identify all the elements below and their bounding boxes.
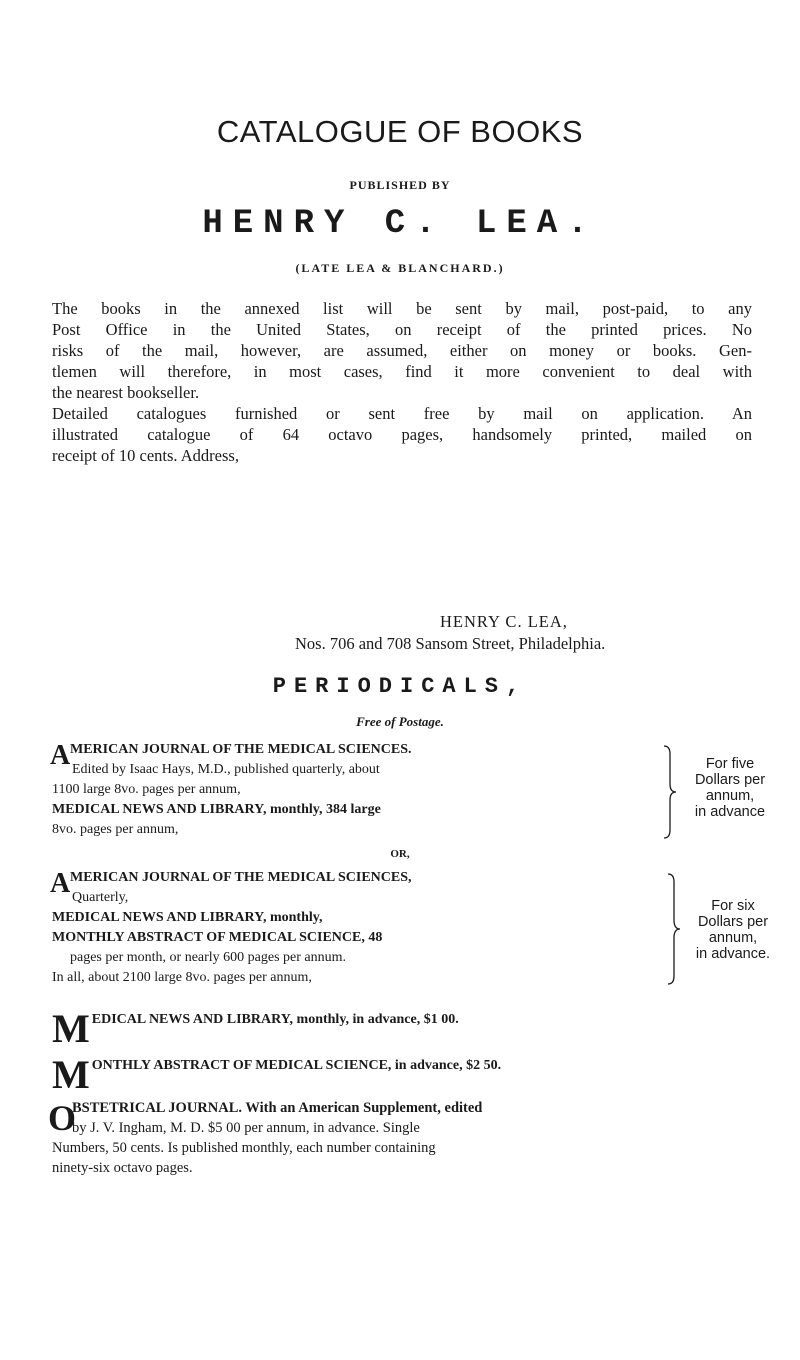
entry3-line: Numbers, 50 cents. Is published monthly, each number containing bbox=[52, 1140, 436, 1156]
intro-p2-line: illustrated catalogue of 64 octavo pages, handsomely printed, mailed on bbox=[52, 425, 752, 444]
or-separator: OR, bbox=[390, 848, 410, 860]
group1-price-line: annum, bbox=[705, 788, 755, 804]
intro-p2-line: Detailed catalogues furnished or sent free by mail on application. An bbox=[52, 404, 752, 423]
entry-text: ONTHLY ABSTRACT OF MEDICAL SCIENCE, in advance, $2 50. bbox=[91, 1058, 502, 1073]
group2-price-line: For six bbox=[711, 898, 755, 914]
group2-line: MONTHLY ABSTRACT OF MEDICAL SCIENCE, 48 bbox=[52, 930, 383, 945]
group1-brace bbox=[662, 744, 678, 840]
group1-line: 8vo. pages per annum, bbox=[52, 822, 179, 837]
catalogue-title: CATALOGUE OF BOOKS bbox=[216, 114, 584, 149]
intro-p1-line: Post Office in the United States, on receipt of the printed prices. No bbox=[52, 320, 752, 339]
group1-line: MEDICAL NEWS AND LIBRARY, monthly, 384 large bbox=[52, 802, 381, 817]
free-of-postage: Free of Postage. bbox=[356, 714, 444, 729]
group2-price-line: in advance. bbox=[695, 946, 771, 962]
entry3-line-text: BSTETRICAL JOURNAL. With an American Supplement, edited bbox=[72, 1100, 483, 1116]
entry-medical-news bbox=[52, 1006, 752, 1051]
group2-line: In all, about 2100 large 8vo. pages per annum, bbox=[52, 970, 312, 985]
publisher-former-name: (LATE LEA & BLANCHARD.) bbox=[295, 261, 505, 275]
entry3-line: by J. V. Ingham, M. D. $5 00 per annum, in advance. Single bbox=[72, 1120, 420, 1136]
group2-line: MEDICAL NEWS AND LIBRARY, monthly, bbox=[52, 910, 323, 925]
intro-p1-line: The books in the annexed list will be sent by mail, post-paid, to any bbox=[52, 299, 752, 318]
group1-price-note bbox=[680, 756, 780, 820]
entry3-line: ninety-six octavo pages. bbox=[52, 1160, 193, 1176]
entry-dropcap: M bbox=[52, 1052, 90, 1097]
group2-line: MERICAN JOURNAL OF THE MEDICAL SCIENCES, bbox=[70, 870, 412, 885]
intro-p1-line: risks of the mail, however, are assumed, either on money or books. Gen- bbox=[52, 341, 752, 360]
group1-dropcap: A bbox=[50, 740, 71, 771]
group2-line: pages per month, or nearly 600 pages per annum. bbox=[70, 950, 347, 965]
group1-line: MERICAN JOURNAL OF THE MEDICAL SCIENCES. bbox=[70, 742, 412, 757]
intro-p1-line: tlemen will therefore, in most cases, find it more convenient to deal with bbox=[52, 362, 752, 381]
address-name: HENRY C. LEA, bbox=[440, 612, 568, 631]
published-by-label: PUBLISHED BY bbox=[349, 178, 451, 192]
group1-price-line: in advance bbox=[694, 804, 766, 820]
entry3-dropcap: O bbox=[48, 1098, 77, 1138]
group1-price-line: For five bbox=[705, 756, 755, 772]
group2-line: Quarterly, bbox=[72, 890, 129, 905]
intro-paragraph-2 bbox=[52, 403, 752, 466]
intro-p1-line: the nearest bookseller. bbox=[52, 383, 200, 402]
group1-line: 1100 large 8vo. pages per annum, bbox=[52, 782, 241, 797]
intro-paragraph-1 bbox=[52, 298, 752, 403]
periodicals-heading: PERIODICALS, bbox=[272, 674, 528, 699]
address-street: Nos. 706 and 708 Sansom Street, Philadelphia. bbox=[295, 634, 606, 653]
entry-monthly-abstract bbox=[52, 1052, 752, 1097]
entry-dropcap: M bbox=[52, 1006, 90, 1051]
intro-p2-line: receipt of 10 cents. Address, bbox=[52, 446, 239, 465]
group1-line: Edited by Isaac Hays, M.D., published quarterly, about bbox=[72, 762, 380, 777]
group1-price-line: Dollars per bbox=[694, 772, 766, 788]
group2-price-line: annum, bbox=[708, 930, 758, 946]
publisher-name: HENRY C. LEA. bbox=[202, 205, 598, 243]
entry3-line bbox=[72, 1100, 482, 1117]
group2-price-note bbox=[678, 898, 788, 962]
entry-text: EDICAL NEWS AND LIBRARY, monthly, in advance, $1 00. bbox=[91, 1012, 459, 1027]
group2-price-line: Dollars per bbox=[697, 914, 769, 930]
group2-dropcap: A bbox=[50, 868, 71, 899]
